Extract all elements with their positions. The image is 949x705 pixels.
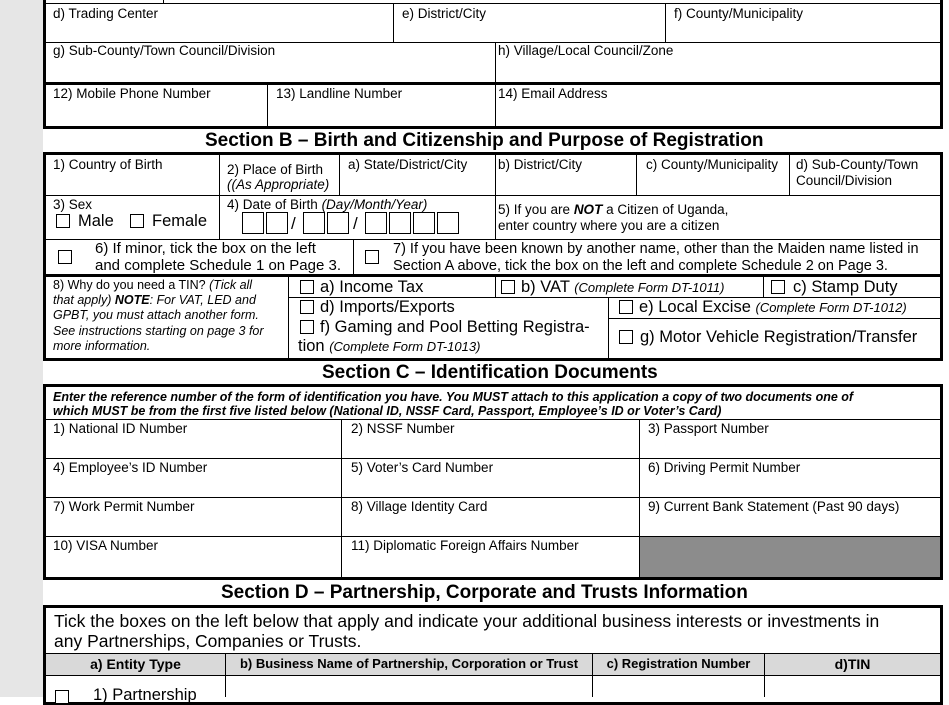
employee-id-field[interactable]: 4) Employee’s ID Number [53, 460, 208, 475]
alias-label-2: Section A above, tick the box on the left and complete Schedule 2 on Page 3. [393, 258, 888, 274]
citizenship-field[interactable]: 5) If you are NOT a Citizen of Uganda, [498, 202, 729, 217]
dob-separator: / [353, 214, 358, 233]
dob-year-1[interactable] [365, 212, 387, 234]
female-label: Female [152, 212, 208, 230]
bank-statement-field[interactable]: 9) Current Bank Statement (Past 90 days) [648, 499, 900, 514]
alias-checkbox[interactable] [365, 250, 379, 264]
county-municipality-field[interactable]: f) County/Municipality [674, 6, 804, 21]
imports-exports-label: d) Imports/Exports [320, 298, 455, 316]
tin-reason-note-2: GPBT, you must attach another form. [53, 308, 259, 322]
partnership-checkbox[interactable] [55, 690, 69, 704]
tin-reason-note-4: more information. [53, 339, 151, 353]
passport-field[interactable]: 3) Passport Number [648, 421, 769, 436]
vat-label: b) VAT (Complete Form DT-1011) [521, 278, 725, 296]
tin-reason-note-3: See instructions starting on page 3 for [53, 324, 264, 338]
dob-month-2[interactable] [327, 212, 349, 234]
birth-subcounty-field-2: Council/Division [796, 173, 893, 188]
viewer-left-margin [0, 0, 43, 697]
visa-field[interactable]: 10) VISA Number [53, 538, 159, 553]
section-c-title: Section C – Identification Documents [322, 362, 658, 383]
section-c-instructions-2: which MUST be from the first five listed below (National ID, NSSF Card, Passport, Employee’s ID or Voter’s Card) [53, 404, 722, 418]
dob-day-1[interactable] [242, 212, 264, 234]
female-checkbox[interactable] [130, 214, 144, 228]
place-of-birth-label: 2) Place of Birth [227, 162, 324, 177]
form-page [43, 0, 943, 704]
driving-permit-field[interactable]: 6) Driving Permit Number [648, 460, 801, 475]
tin-header: d)TIN [834, 656, 871, 672]
gaming-label-2: tion (Complete Form DT-1013) [298, 337, 481, 355]
section-c-instructions: Enter the reference number of the form of identification you have. You MUST attach to this application a copy of two documents one of [53, 390, 854, 404]
dob-year-4[interactable] [437, 212, 459, 234]
vat-checkbox[interactable] [501, 280, 515, 294]
registration-number-header: c) Registration Number [606, 656, 751, 671]
sex-label: 3) Sex [53, 197, 93, 212]
dob-month-1[interactable] [303, 212, 325, 234]
section-d-instructions: Tick the boxes on the left below that apply and indicate your additional business interests or investments in [54, 611, 880, 631]
section-d-title: Section D – Partnership, Corporate and Trusts Information [221, 582, 748, 603]
income-tax-label: a) Income Tax [320, 278, 424, 296]
minor-checkbox[interactable] [58, 250, 72, 264]
tin-reason-note: that apply) NOTE: For VAT, LED and [53, 293, 256, 307]
subcounty-field[interactable]: g) Sub-County/Town Council/Division [53, 43, 276, 58]
dob-year-3[interactable] [413, 212, 435, 234]
village-identity-field[interactable]: 8) Village Identity Card [351, 499, 488, 514]
business-name-header: b) Business Name of Partnership, Corporation or Trust [239, 656, 579, 671]
shaded-unused-cell [640, 537, 940, 577]
birth-subcounty-field[interactable]: d) Sub-County/Town [796, 157, 919, 172]
mobile-phone-field[interactable]: 12) Mobile Phone Number [53, 86, 211, 101]
national-id-field[interactable]: 1) National ID Number [53, 421, 188, 436]
local-excise-label: e) Local Excise (Complete Form DT-1012) [639, 298, 907, 316]
district-city-field[interactable]: e) District/City [402, 6, 486, 21]
voter-card-field[interactable]: 5) Voter’s Card Number [351, 460, 494, 475]
place-of-birth-note: ((As Appropriate) [227, 177, 330, 192]
motor-vehicle-checkbox[interactable] [619, 330, 633, 344]
work-permit-field[interactable]: 7) Work Permit Number [53, 499, 195, 514]
section-d-instructions-2: any Partnerships, Companies or Trusts. [54, 631, 362, 651]
local-excise-checkbox[interactable] [619, 300, 633, 314]
trading-center-field[interactable]: d) Trading Center [53, 6, 159, 21]
gaming-checkbox[interactable] [300, 320, 314, 334]
income-tax-checkbox[interactable] [300, 280, 314, 294]
diplomatic-field[interactable]: 11) Diplomatic Foreign Affairs Number [351, 538, 579, 553]
male-label: Male [78, 212, 114, 230]
state-district-field[interactable]: a) State/District/City [348, 157, 468, 172]
birth-district-field[interactable]: b) District/City [498, 157, 582, 172]
stamp-duty-label: c) Stamp Duty [793, 278, 898, 296]
dob-separator: / [291, 214, 296, 233]
dob-label: 4) Date of Birth (Day/Month/Year) [227, 197, 428, 212]
section-b-title: Section B – Birth and Citizenship and Purpose of Registration [205, 130, 764, 151]
birth-county-field[interactable]: c) County/Municipality [646, 157, 779, 172]
stamp-duty-checkbox[interactable] [771, 280, 785, 294]
minor-label-2: and complete Schedule 1 on Page 3. [95, 257, 342, 274]
nssf-field[interactable]: 2) NSSF Number [351, 421, 455, 436]
village-field[interactable]: h) Village/Local Council/Zone [498, 43, 674, 58]
gaming-label: f) Gaming and Pool Betting Registra- [320, 318, 590, 336]
tin-reason-label: 8) Why do you need a TIN? (Tick all [53, 278, 253, 292]
email-field[interactable]: 14) Email Address [498, 86, 608, 101]
entity-type-header: a) Entity Type [90, 656, 181, 672]
dob-year-2[interactable] [389, 212, 411, 234]
dob-day-2[interactable] [266, 212, 288, 234]
minor-label: 6) If minor, tick the box on the left [95, 240, 316, 257]
partnership-label: 1) Partnership [93, 686, 197, 704]
motor-vehicle-label: g) Motor Vehicle Registration/Transfer [640, 328, 918, 346]
country-of-birth-field[interactable]: 1) Country of Birth [53, 157, 163, 172]
imports-exports-checkbox[interactable] [300, 300, 314, 314]
citizenship-field-line2: enter country where you are a citizen [498, 218, 720, 233]
alias-label: 7) If you have been known by another name, other than the Maiden name listed in [393, 241, 919, 257]
male-checkbox[interactable] [56, 214, 70, 228]
landline-field[interactable]: 13) Landline Number [276, 86, 403, 101]
section-a-box [43, 0, 943, 129]
